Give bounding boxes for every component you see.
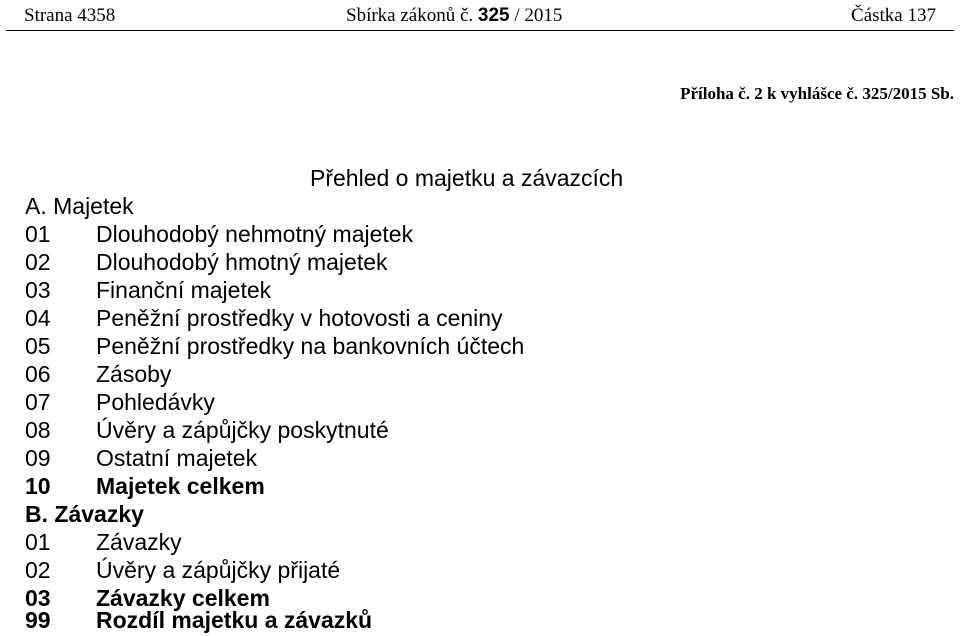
row-code: 01 [25,529,51,555]
collection-prefix: Sbírka zákonů č. [346,5,474,26]
row-label: Pohledávky [96,389,215,415]
row-code: 04 [25,305,51,331]
row-code: 06 [25,361,51,387]
row-code: 02 [25,557,51,583]
row-label: Rozdíl majetku a závazků [96,607,373,633]
part-number: Částka 137 [851,5,936,26]
row-code: 02 [25,249,51,275]
section-b-heading: B. Závazky [25,501,144,527]
page-number: Strana 4358 [24,5,116,26]
appendix-note: Příloha č. 2 k vyhlášce č. 325/2015 Sb. [680,84,954,103]
row-label: Majetek celkem [96,473,265,499]
header-divider [6,30,954,31]
row-label: Úvěry a zápůjčky poskytnuté [96,417,389,443]
row-code: 03 [25,585,51,611]
row-label: Peněžní prostředky na bankovních účtech [96,333,525,359]
row-code: 09 [25,445,51,471]
law-number: 325 [477,5,510,26]
row-label: Závazky [96,529,182,555]
row-label: Peněžní prostředky v hotovosti a ceniny [96,305,503,331]
row-code: 07 [25,389,51,415]
row-label: Úvěry a zápůjčky přijaté [96,557,341,583]
collection-reference [346,4,562,28]
row-code: 01 [25,221,51,247]
page-header [24,4,936,28]
row-label: Finanční majetek [96,277,272,303]
row-label: Dlouhodobý nehmotný majetek [96,221,414,247]
row-label: Zásoby [96,361,172,387]
row-label: Závazky celkem [96,585,270,611]
row-label: Ostatní majetek [96,445,258,471]
row-code: 99 [25,607,51,633]
row-code: 03 [25,277,51,303]
row-label: Dlouhodobý hmotný majetek [96,249,388,275]
row-code: 08 [25,417,51,443]
document-title: Přehled o majetku a závazcích [310,165,624,191]
law-year: / 2015 [514,5,563,26]
row-code: 05 [25,333,51,359]
row-code: 10 [25,473,51,499]
section-a-heading: A. Majetek [25,193,134,219]
